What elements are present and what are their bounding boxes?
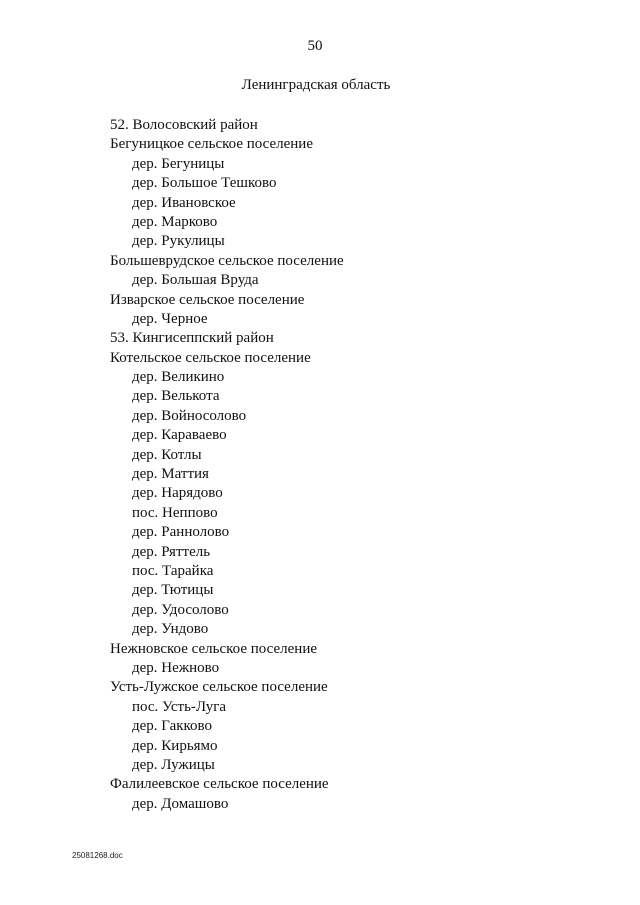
list-item: дер. Ивановское — [132, 194, 236, 211]
settlement-list — [110, 116, 344, 814]
list-item: дер. Кирьямо — [132, 737, 218, 754]
list-item: дер. Раннолово — [132, 524, 230, 541]
list-item: пос. Тарайка — [132, 562, 214, 579]
list-item: дер. Тютицы — [132, 582, 214, 599]
list-heading-item: Котельское сельское поселение — [110, 349, 311, 366]
list-item: дер. Лужицы — [132, 756, 215, 773]
list-item: дер. Удосолово — [132, 601, 229, 618]
list-item: пос. Усть-Луга — [132, 698, 227, 715]
list-heading-item: Бегуницкое сельское поселение — [110, 136, 313, 153]
list-item: дер. Великино — [132, 369, 225, 386]
list-heading-item: Фалилеевское сельское поселение — [110, 776, 329, 793]
list-item: дер. Ряттель — [132, 543, 211, 560]
list-item: пос. Неппово — [132, 504, 218, 521]
list-heading-item: 52. Волосовский район — [110, 117, 258, 133]
list-item: дер. Маттия — [132, 466, 209, 483]
list-heading-item: Большеврудское сельское поселение — [110, 252, 344, 269]
list-item: дер. Велькота — [132, 388, 220, 405]
list-item: дер. Домашово — [132, 795, 229, 812]
list-heading-item: Изварское сельское поселение — [110, 291, 305, 308]
page-heading: Ленинградская область — [241, 77, 391, 93]
list-heading-item: 53. Кингисеппский район — [110, 330, 274, 347]
list-heading-item: Нежновское сельское поселение — [110, 640, 318, 657]
list-item: дер. Войносолово — [132, 407, 247, 424]
list-heading-item: Усть-Лужское сельское поселение — [110, 679, 328, 696]
document-footer-code: 25081268.doc — [72, 851, 123, 860]
list-item: дер. Ундово — [132, 621, 209, 638]
list-item: дер. Нежново — [132, 659, 220, 676]
page-number: 50 — [307, 38, 323, 54]
list-item: дер. Котлы — [132, 446, 202, 463]
list-item: дер. Рукулицы — [132, 233, 225, 250]
list-item: дер. Бегуницы — [132, 155, 225, 172]
list-item: дер. Большое Тешково — [132, 175, 277, 192]
list-item: дер. Гакково — [132, 718, 213, 735]
list-item: дер. Большая Вруда — [132, 272, 259, 289]
list-item: дер. Нарядово — [132, 485, 223, 502]
list-item: дер. Черное — [132, 310, 208, 327]
list-item: дер. Марково — [132, 213, 218, 230]
list-item: дер. Караваево — [132, 427, 227, 444]
